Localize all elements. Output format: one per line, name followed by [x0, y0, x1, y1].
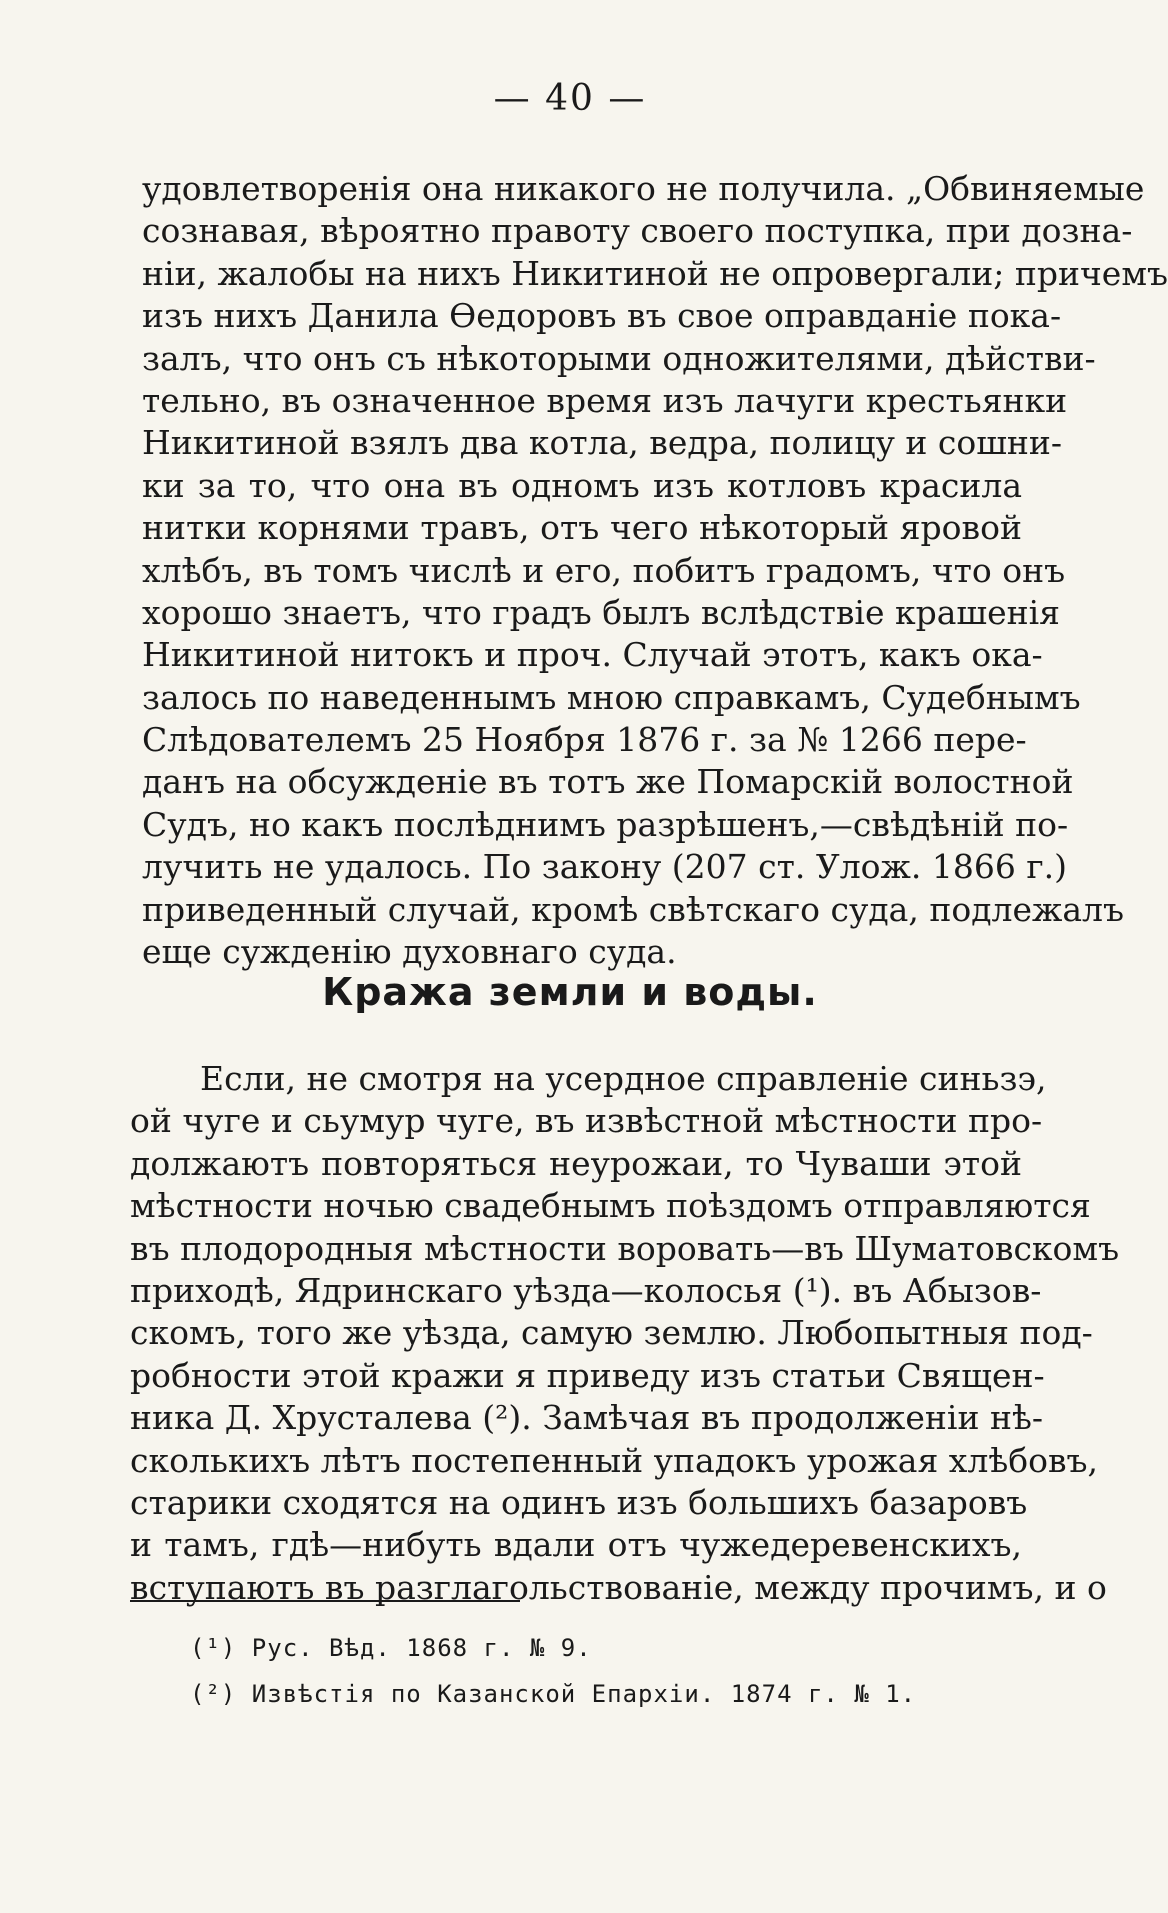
- section-title: Кража земли и воды.: [322, 970, 818, 1014]
- text-line: лучить не удалось. По закону (207 ст. Улож. 1866 г.): [142, 847, 1067, 887]
- text-line: должаютъ повторяться неурожаи, то Чуваши этой: [130, 1143, 1022, 1183]
- text-line: данъ на обсужденіе въ тотъ же Помарскій волостной: [142, 762, 1074, 802]
- text-line: тельно, въ означенное время изъ лачуги крестьянки: [142, 380, 1068, 420]
- text-line: залось по наведеннымъ мною справкамъ, Судебнымъ: [142, 677, 1081, 717]
- footnote: (¹) Рус. Вѣд. 1868 г. № 9.: [190, 1634, 592, 1662]
- page-number: — 40 —: [493, 78, 647, 119]
- text-line: ой чуге и сьумур чуге, въ извѣстной мѣстности про-: [130, 1101, 1043, 1141]
- text-line: и тамъ, гдѣ—нибуть вдали отъ чужедеревенскихъ,: [130, 1525, 1022, 1565]
- footnote-divider: [130, 1600, 520, 1602]
- text-line: ніи, жалобы на нихъ Никитиной не опровергали; причемъ: [142, 253, 1168, 293]
- footnotes: [190, 1625, 917, 1717]
- footnote: (²) Извѣстія по Казанской Епархіи. 1874 г. № 1.: [190, 1680, 917, 1708]
- text-line: Слѣдователемъ 25 Ноября 1876 г. за № 1266 пере-: [142, 720, 1027, 760]
- text-line: Никитиной взялъ два котла, ведра, полицу и сошни-: [142, 423, 1063, 463]
- text-line: изъ нихъ Данила Өедоровъ въ свое оправданіе пока-: [142, 296, 1062, 336]
- text-line: приходѣ, Ядринскаго уѣзда—колосья (¹). въ Абызов-: [130, 1270, 1042, 1310]
- text-line: хлѣбъ, въ томъ числѣ и его, побитъ градомъ, что онъ: [142, 550, 1066, 590]
- paragraph-1: [142, 168, 1168, 973]
- text-line: сознавая, вѣроятно правоту своего поступка, при дозна-: [142, 211, 1133, 251]
- text-line: нитки корнями травъ, отъ чего нѣкоторый яровой: [142, 508, 1022, 548]
- text-line: Никитиной нитокъ и проч. Случай этотъ, какъ ока-: [142, 635, 1043, 675]
- text-line: удовлетворенія она никакого не получила. „Обвиняемые: [142, 169, 1145, 208]
- paragraph-2: [130, 1058, 1120, 1609]
- text-line: вступаютъ въ разглагольствованіе, между прочимъ, и о: [130, 1567, 1107, 1607]
- text-line: ки за то, что она въ одномъ изъ котловъ красила: [142, 465, 1022, 505]
- text-line: робности этой кражи я приведу изъ статьи Священ-: [130, 1355, 1045, 1395]
- text-line: ника Д. Хрусталева (²). Замѣчая въ продолженіи нѣ-: [130, 1398, 1043, 1438]
- text-line: мѣстности ночью свадебнымъ поѣздомъ отправляются: [130, 1186, 1091, 1226]
- text-line: сколькихъ лѣтъ постепенный упадокъ урожая хлѣбовъ,: [130, 1440, 1099, 1480]
- text-line: Судъ, но какъ послѣднимъ разрѣшенъ,—свѣдѣній по-: [142, 804, 1069, 844]
- text-line: приведенный случай, кромѣ свѣтскаго суда, подлежалъ: [142, 889, 1124, 929]
- text-line: скомъ, того же уѣзда, самую землю. Любопытныя под-: [130, 1313, 1093, 1353]
- text-line: Если, не смотря на усердное справленіе синьзэ,: [200, 1059, 1047, 1098]
- text-line: залъ, что онъ съ нѣкоторыми одножителями, дѣйстви-: [142, 338, 1096, 378]
- text-line: старики сходятся на одинъ изъ большихъ базаровъ: [130, 1482, 1028, 1522]
- text-line: еще сужденію духовнаго суда.: [142, 932, 677, 972]
- text-line: въ плодородныя мѣстности воровать—въ Шуматовскомъ: [130, 1228, 1120, 1268]
- text-line: хорошо знаетъ, что градъ былъ вслѣдствіе крашенія: [142, 592, 1060, 632]
